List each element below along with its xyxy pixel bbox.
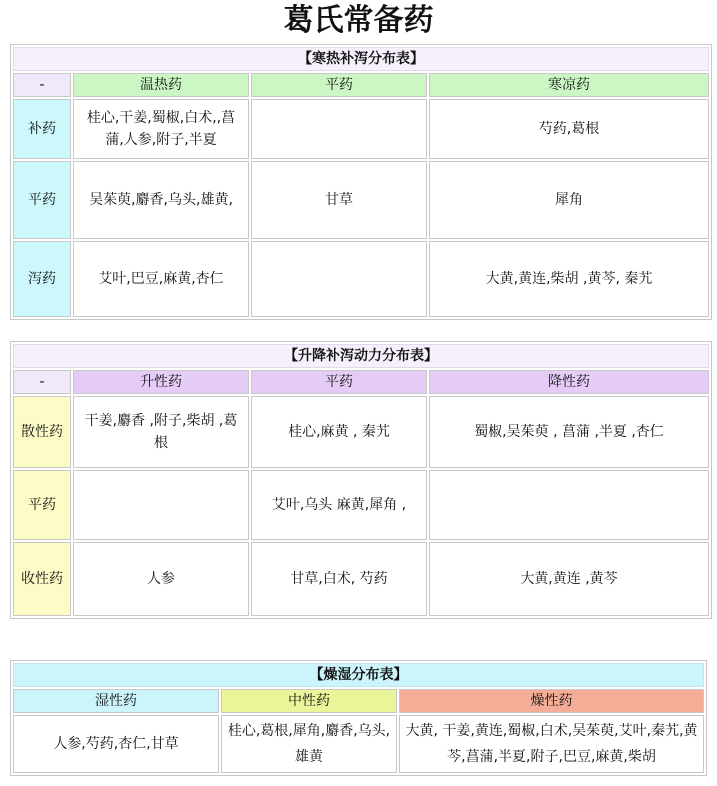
column-header: 燥性药: [399, 689, 704, 713]
column-header: 降性药: [429, 370, 709, 394]
table-cell: [429, 470, 709, 540]
table-cell: 大黄,黄连,柴胡 ,黄芩, 秦艽: [429, 241, 709, 317]
table-cell: 艾叶,巴豆,麻黄,杏仁: [73, 241, 249, 317]
table-cell: 吴茱萸,麝香,乌头,雄黄,: [73, 161, 249, 239]
table-caption: 【升降补泻动力分布表】: [13, 344, 709, 368]
table-cell: 桂心,葛根,犀角,麝香,乌头,雄黄: [221, 715, 397, 773]
table-cell: 桂心,麻黄 , 秦艽: [251, 396, 427, 468]
table-cell: 蜀椒,吴茱萸 , 菖蒲 ,半夏 ,杏仁: [429, 396, 709, 468]
table-cell: 干姜,麝香 ,附子,柴胡 ,葛根: [73, 396, 249, 468]
row-header: 收性药: [13, 542, 71, 616]
row-header: 泻药: [13, 241, 71, 317]
column-header: 平药: [251, 73, 427, 97]
table-cell: 桂心,干姜,蜀椒,白术,,菖蒲,人参,附子,半夏: [73, 99, 249, 159]
table-caption: 【燥湿分布表】: [13, 663, 704, 687]
column-header: 温热药: [73, 73, 249, 97]
corner-cell: -: [13, 73, 71, 97]
column-header: 中性药: [221, 689, 397, 713]
table-cell: [251, 99, 427, 159]
table-cell: 犀角: [429, 161, 709, 239]
table-cell: 人参,芍药,杏仁,甘草: [13, 715, 219, 773]
table-caption: 【寒热补泻分布表】: [13, 47, 709, 71]
column-header: 湿性药: [13, 689, 219, 713]
table-cell: 大黄, 干姜,黄连,蜀椒,白术,吴茱萸,艾叶,秦艽,黄芩,菖蒲,半夏,附子,巴豆,麻黄,柴胡: [399, 715, 704, 773]
corner-cell: -: [13, 370, 71, 394]
dry-damp-table: [10, 660, 707, 776]
table-cell: [251, 241, 427, 317]
column-header: 平药: [251, 370, 427, 394]
table-cell: 芍药,葛根: [429, 99, 709, 159]
ascend-descend-table: [10, 341, 712, 619]
table-cell: 甘草,白术, 芍药: [251, 542, 427, 616]
row-header: 补药: [13, 99, 71, 159]
row-header: 散性药: [13, 396, 71, 468]
row-header: 平药: [13, 470, 71, 540]
page-title: 葛氏常备药: [283, 3, 434, 38]
table-cell: 艾叶,乌头 麻黄,犀角 ,: [251, 470, 427, 540]
column-header: 寒凉药: [429, 73, 709, 97]
table-cell: 大黄,黄连 ,黄芩: [429, 542, 709, 616]
table-cell: 甘草: [251, 161, 427, 239]
cold-heat-table: [10, 44, 712, 320]
column-header: 升性药: [73, 370, 249, 394]
table-cell: 人参: [73, 542, 249, 616]
row-header: 平药: [13, 161, 71, 239]
table-cell: [73, 470, 249, 540]
